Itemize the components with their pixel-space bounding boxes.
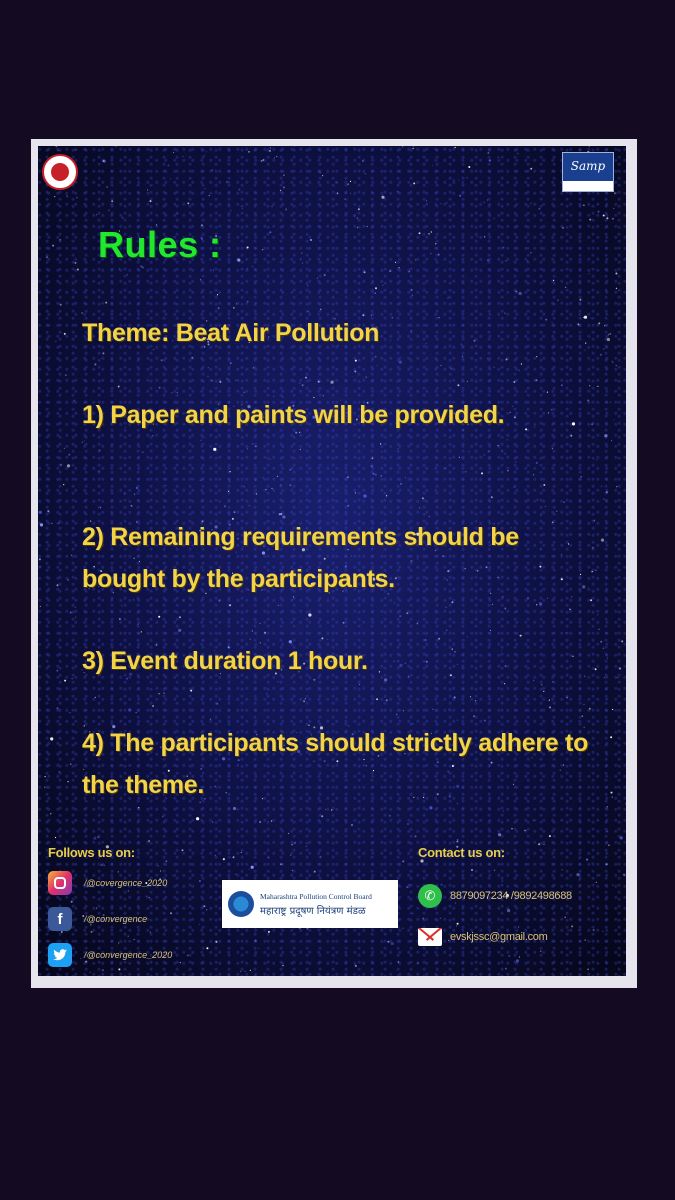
twitter-icon (48, 943, 72, 967)
social-row-instagram[interactable] (48, 870, 167, 896)
instagram-handle: /@covergence_2020 (84, 878, 168, 888)
contact-heading: Contact us on: (418, 845, 505, 860)
board-name-marathi: महाराष्ट्र प्रदूषण नियंत्रण मंडळ (260, 905, 366, 917)
trust-logo (562, 152, 614, 192)
gmail-icon (418, 928, 442, 946)
follow-heading: Follows us on: (48, 845, 135, 860)
social-row-twitter[interactable] (48, 942, 172, 968)
college-emblem-logo (42, 154, 78, 190)
social-row-facebook[interactable] (48, 906, 147, 932)
poster-title: Rules : (98, 224, 222, 265)
contact-email[interactable] (418, 928, 547, 946)
rule-item-2: 2) Remaining requirements should be bought by the participants. (82, 523, 519, 593)
rule-item-3: 3) Event duration 1 hour. (82, 647, 368, 675)
pollution-control-board-logo (222, 880, 398, 928)
board-name-english: Maharashtra Pollution Control Board (260, 891, 372, 901)
rule-item-4: 4) The participants should strictly adhere to the theme. (82, 729, 589, 799)
contact-phone[interactable] (418, 884, 572, 908)
email-address: evskjssc@gmail.com (450, 931, 548, 943)
theme-text: Theme: Beat Air Pollution (82, 319, 380, 347)
trust-logo-text: Samp (570, 159, 606, 173)
rules-poster (38, 146, 626, 976)
instagram-icon (48, 871, 72, 895)
facebook-icon: f (48, 907, 72, 931)
board-emblem-icon (228, 891, 254, 917)
facebook-handle: /@convergence (84, 914, 148, 924)
whatsapp-icon: ✆ (418, 884, 442, 908)
twitter-handle: /@convergence_2020 (84, 950, 173, 960)
phone-numbers: 8879097234 /9892498688 (450, 890, 572, 902)
rule-item-1: 1) Paper and paints will be provided. (82, 401, 505, 429)
